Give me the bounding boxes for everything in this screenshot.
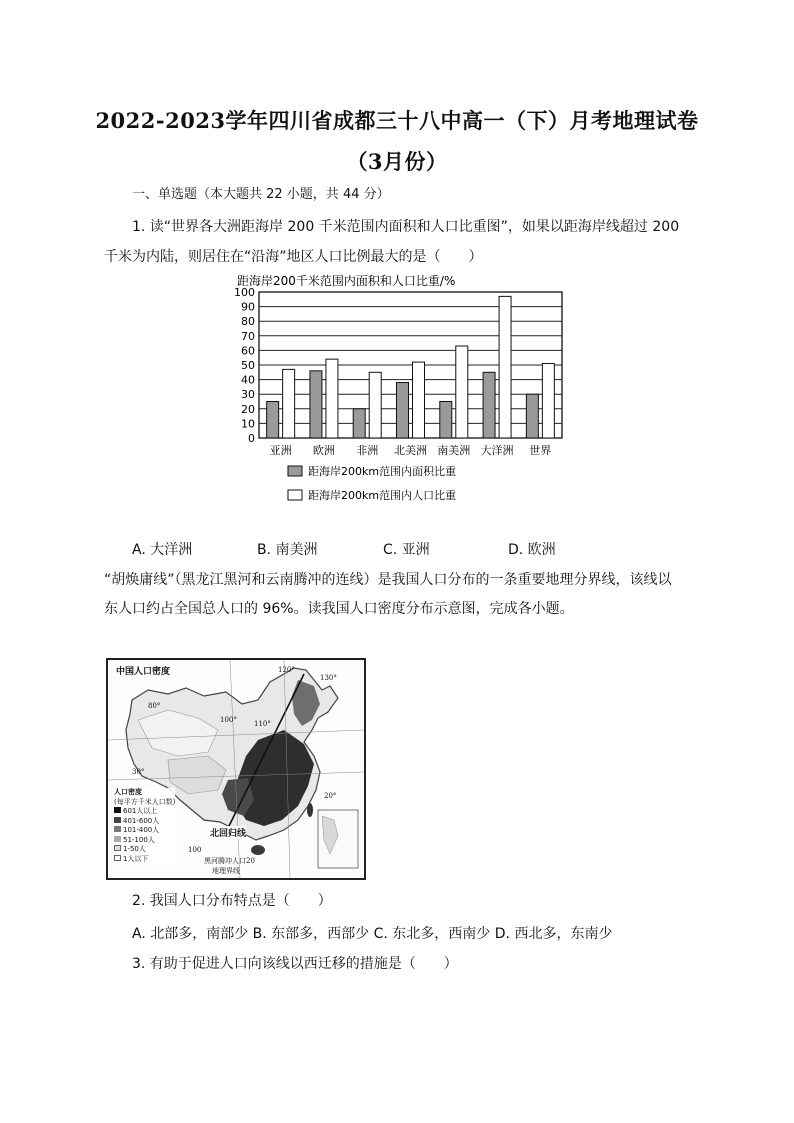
y-tick-label: 50 (241, 359, 255, 372)
map-title: 中国人口密度 (116, 667, 171, 677)
map-degree-label: 110° (254, 720, 271, 728)
x-tick-label: 北美洲 (394, 444, 427, 457)
legend-label: 距海岸200km范围内面积比重 (308, 465, 457, 478)
section-heading: 一、单选题（本大题共 22 小题，共 44 分） (132, 187, 390, 202)
bar-population (369, 372, 381, 438)
legend-item: 1-50人 (114, 845, 175, 855)
legend-item: 1人以下 (114, 855, 175, 865)
q1-option-a[interactable]: A. 大洋洲 (132, 542, 193, 558)
legend-title: 人口密度 (114, 788, 142, 796)
q1-option-c[interactable]: C. 亚洲 (383, 542, 430, 558)
legend-swatch (288, 466, 302, 476)
bar-population (456, 346, 468, 438)
bar-population (499, 296, 511, 438)
bar-area (440, 402, 452, 439)
bar-population (542, 364, 554, 438)
legend-item: 101-400人 (114, 826, 175, 836)
passage-line1: “胡焕庸线”（黑龙江黑河和云南腾冲的连线）是我国人口分布的一条重要地理分界线，该线以 (104, 572, 672, 588)
q1-stem-line1: 1. 读“世界各大洲距海岸 200 千米范围内面积和人口比重图”，如果以距海岸线超过 200 (132, 219, 680, 235)
bar-area (310, 371, 322, 438)
y-tick-label: 30 (241, 388, 255, 402)
taiwan-island (307, 803, 313, 817)
bar-population (413, 362, 425, 438)
y-tick-label: 70 (241, 329, 255, 343)
bar-area (353, 409, 365, 438)
passage-line2: 东人口约占全国总人口的 96%。读我国人口密度分布示意图，完成各小题。 (104, 601, 574, 617)
y-tick-label: 40 (241, 373, 255, 387)
q3-stem: 3. 有助于促进人口向该线以西迁移的措施是（ ） (132, 956, 458, 972)
boundary-label: 地理界线 (212, 867, 240, 875)
y-tick-label: 60 (241, 344, 255, 358)
bar-area (267, 402, 279, 439)
bar-population (326, 359, 338, 438)
hainan-island (251, 845, 265, 855)
legend-unit: (每平方千米人口数) (114, 797, 176, 806)
y-tick-label: 100 (234, 286, 255, 299)
x-tick-label: 欧洲 (312, 444, 335, 457)
map-legend (114, 788, 175, 864)
y-tick-label: 90 (241, 300, 255, 314)
map-degree-label: 100 (188, 846, 202, 854)
x-tick-label: 亚洲 (269, 444, 292, 457)
bar-population (283, 369, 295, 438)
x-tick-label: 非洲 (356, 444, 379, 457)
bar-area (526, 394, 538, 438)
map-degree-label: 120° (278, 666, 295, 674)
y-tick-label: 0 (248, 432, 255, 445)
page-title: 2022-2023学年四川省成都三十八中高一（下）月考地理试卷 (95, 108, 699, 133)
y-tick-label: 10 (241, 417, 255, 431)
q1-stem-line2: 千米为内陆，则居住在“沿海”地区人口比例最大的是（ ） (104, 249, 483, 265)
page-subtitle: （3月份） (346, 149, 448, 174)
map-degree-label: 30° (132, 768, 145, 776)
x-tick-label: 世界 (529, 444, 552, 457)
bar-area (397, 383, 409, 438)
q2-stem: 2. 我国人口分布特点是（ ） (132, 893, 332, 909)
q1-option-d[interactable]: D. 欧洲 (508, 542, 556, 558)
bar-chart (226, 270, 572, 506)
legend-swatch (288, 490, 302, 500)
map-degree-label: 100° (220, 716, 237, 724)
tropic-label: 北回归线 (210, 826, 246, 839)
legend-item: 51-100人 (114, 836, 175, 846)
legend-item: 401-600人 (114, 817, 175, 827)
china-population-density-map (106, 658, 366, 880)
x-tick-label: 南美洲 (437, 444, 471, 457)
map-degree-label: 130° (320, 674, 337, 682)
y-tick-label: 20 (241, 402, 255, 416)
x-tick-label: 大洋洲 (480, 444, 514, 457)
q1-option-b[interactable]: B. 南美洲 (257, 542, 318, 558)
bar-area (483, 372, 495, 438)
legend-item: 601人以上 (114, 807, 175, 817)
y-tick-label: 80 (241, 315, 255, 329)
hu-line-label: 黑河腾冲人口20 (204, 857, 255, 865)
q2-options[interactable]: A. 北部多，南部少 B. 东部多，西部少 C. 东北多，西南少 D. 西北多，东南少 (132, 926, 613, 942)
chart-title: 距海岸200千米范围内面积和人口比重/% (237, 274, 456, 288)
map-degree-label: 20° (324, 792, 337, 800)
map-degree-label: 80° (148, 702, 161, 710)
legend-label: 距海岸200km范围内人口比重 (308, 489, 457, 502)
